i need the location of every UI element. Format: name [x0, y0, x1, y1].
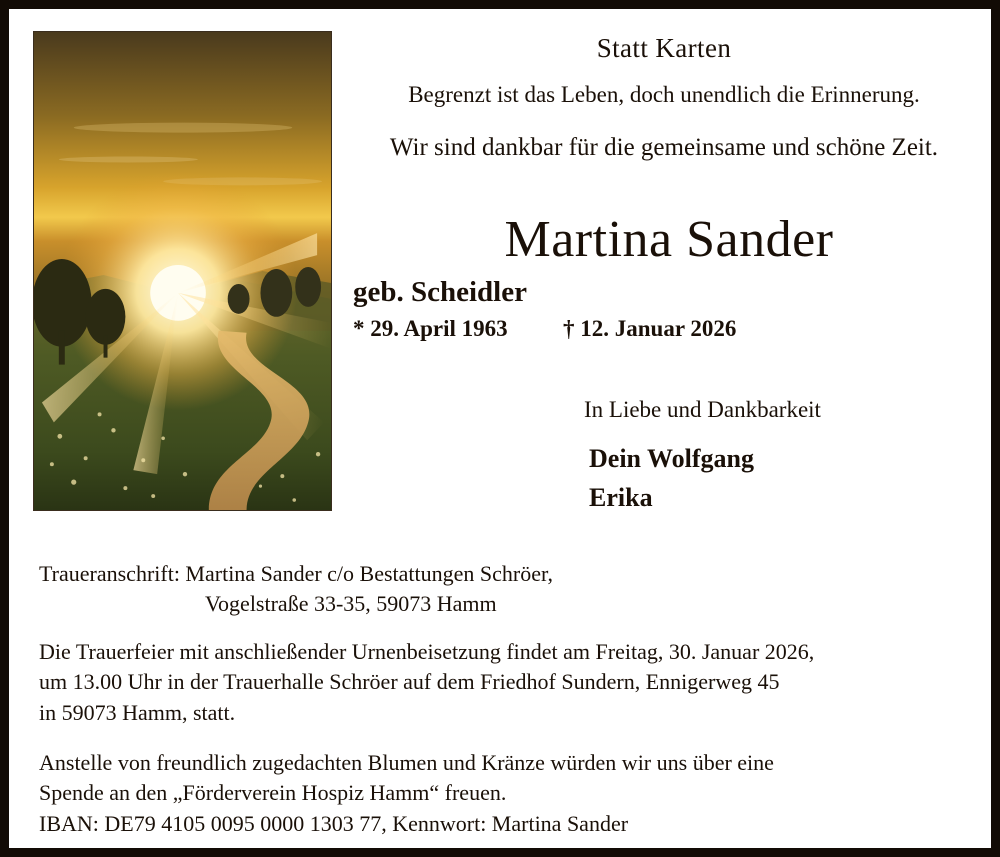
mourner-name: Erika [589, 482, 653, 512]
statt-karten-line: Statt Karten [596, 33, 732, 63]
mourners-block [439, 397, 999, 520]
ceremony-line-2: um 13.00 Uhr in der Trauerhalle Schröer auf dem Friedhof Sundern, Ennigerweg 45 [39, 669, 780, 695]
obituary-inner [9, 9, 991, 848]
sunset-photo [33, 31, 332, 511]
notice-body [33, 561, 963, 839]
sunset-over-meadow-icon [34, 32, 331, 510]
ceremony-line-1: Die Trauerfeier mit anschließender Urnenbeisetzung findet am Freitag, 30. Januar 2026, [39, 639, 815, 664]
donation-line-2: Spende an den „Förderverein Hospiz Hamm“ freuen. [39, 780, 507, 806]
ceremony-paragraph [39, 637, 963, 728]
mourning-address-line-2: Vogelstraße 33-35, 59073 Hamm [205, 591, 497, 616]
header-block [344, 33, 984, 168]
donation-line-1: Anstelle von freundlich zugedachten Blumen und Kränze würden wir uns über eine [39, 750, 774, 776]
mourning-address-line-1: Traueranschrift: Martina Sander c/o Bestattungen Schröer, [39, 561, 553, 586]
donation-iban-line: IBAN: DE79 4105 0095 0000 1303 77, Kennwort: Martina Sander [39, 810, 629, 836]
death-date: † 12. Januar 2026 [563, 316, 737, 342]
motto-line: Begrenzt ist das Leben, doch unendlich die Erinnerung. [408, 82, 920, 107]
mourner-name: Dein Wolfgang [589, 444, 754, 473]
donation-paragraph [39, 748, 963, 839]
ceremony-line-3: in 59073 Hamm, statt. [39, 699, 236, 725]
deceased-block [349, 211, 989, 344]
birth-date: * 29. April 1963 [353, 316, 508, 342]
life-dates [353, 314, 989, 344]
deceased-name: Martina Sander [504, 211, 834, 268]
mourners-lead: In Liebe und Dankbarkeit [584, 397, 821, 422]
maiden-name: geb. Scheidler [353, 276, 527, 309]
thanks-line: Wir sind dankbar für die gemeinsame und schöne Zeit. [389, 134, 939, 161]
